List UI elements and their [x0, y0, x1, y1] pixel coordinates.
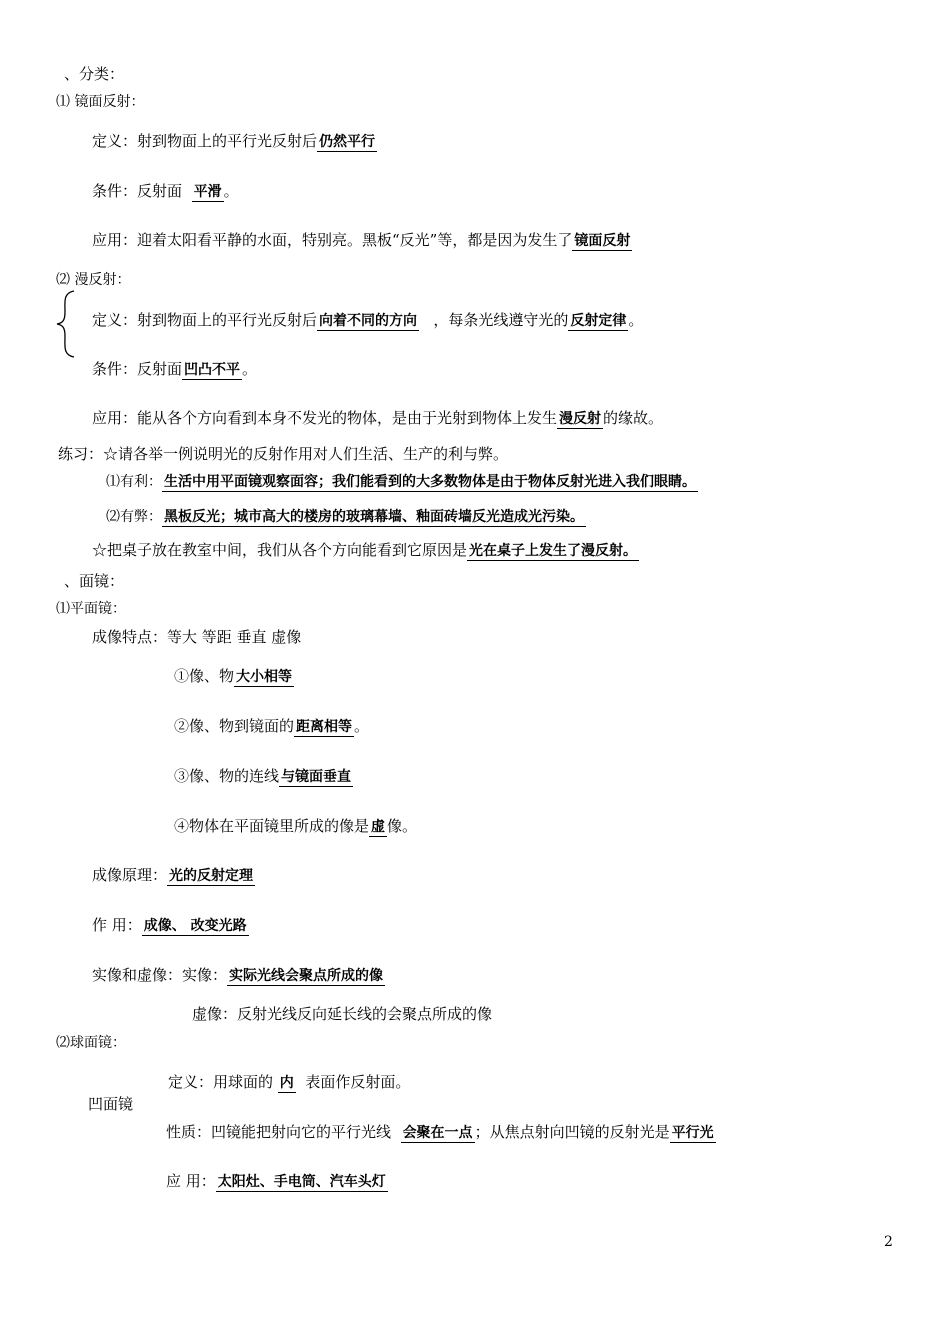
- plane-mirror-use: [92, 915, 249, 936]
- diffuse-condition-end: 。: [242, 360, 258, 378]
- practice-advantage-label: ⑴有利：: [106, 474, 162, 490]
- feature-1: [174, 666, 294, 687]
- concave-definition-end: 表面作反射面。: [305, 1073, 411, 1091]
- diffuse-application-answer: 漫反射: [559, 411, 602, 427]
- real-image-label: 实像和虚像：实像：: [92, 966, 228, 984]
- page-number: 2: [884, 1234, 893, 1250]
- plane-mirror-use-label: 作 用：: [92, 916, 142, 934]
- feature-4: [174, 816, 417, 837]
- plane-mirror-title: ⑴平面镜：: [56, 601, 126, 617]
- practice-question-2: [92, 540, 639, 561]
- specular-application-label: 应用：迎着太阳看平静的水面，特别亮。黑板“反光”等，都是因为发生了: [92, 231, 573, 249]
- specular-application: [92, 230, 632, 251]
- concave-application: [166, 1171, 388, 1192]
- specular-application-answer: 镜面反射: [574, 233, 631, 249]
- practice-question-2-answer: 光在桌子上发生了漫反射。: [469, 543, 638, 559]
- diffuse-reflection-title: ⑵ 漫反射：: [56, 272, 131, 288]
- feature-1-answer: 大小相等: [236, 669, 293, 685]
- diffuse-condition-label: 条件：反射面: [92, 360, 183, 378]
- diffuse-definition-answer-1: 向着不同的方向: [319, 313, 418, 329]
- diffuse-definition: [92, 310, 643, 331]
- practice-disadvantage: [106, 507, 586, 527]
- feature-3-answer: 与镜面垂直: [281, 769, 352, 785]
- feature-4-end: 像。: [387, 817, 418, 835]
- feature-2-end: 。: [354, 717, 370, 735]
- concave-definition-label: 定义：用球面的: [168, 1073, 274, 1091]
- diffuse-application: [92, 408, 663, 429]
- concave-property-answer-1: 会聚在一点: [402, 1125, 473, 1141]
- specular-reflection-title: ⑴ 镜面反射：: [56, 94, 145, 110]
- diffuse-definition-label: 定义：射到物面上的平行光反射后: [92, 311, 318, 329]
- section-heading-mirrors: 、面镜：: [64, 572, 125, 590]
- concave-property-middle: ；从焦点射向凹镜的反射光是: [474, 1123, 670, 1141]
- feature-1-label: ①像、物: [174, 667, 235, 685]
- feature-4-label: ④物体在平面镜里所成的像是: [174, 817, 370, 835]
- feature-2-label: ②像、物到镜面的: [174, 717, 295, 735]
- practice-disadvantage-answer: 黑板反光；城市高大的楼房的玻璃幕墙、釉面砖墙反光造成光污染。: [164, 509, 584, 525]
- practice-question: 练习：☆请各举一例说明光的反射作用对人们生活、生产的利与弊。: [58, 445, 509, 463]
- image-features: 成像特点：等大 等距 垂直 虚像: [92, 628, 302, 646]
- concave-definition: [168, 1072, 410, 1093]
- feature-3-label: ③像、物的连线: [174, 767, 280, 785]
- practice-advantage: [106, 472, 698, 492]
- imaging-principle-label: 成像原理：: [92, 866, 168, 884]
- real-image-answer: 实际光线会聚点所成的像: [229, 968, 384, 984]
- concave-application-label: 应 用：: [166, 1172, 216, 1190]
- specular-condition: [92, 181, 239, 202]
- practice-disadvantage-label: ⑵有弊：: [106, 509, 162, 525]
- feature-4-answer: 虚: [371, 819, 386, 835]
- diffuse-definition-end: 。: [628, 311, 644, 329]
- diffuse-application-label: 应用：能从各个方向看到本身不发光的物体，是由于光射到物体上发生: [92, 409, 558, 427]
- concave-mirror-label: 凹面镜: [88, 1095, 134, 1113]
- specular-definition-answer: 仍然平行: [319, 134, 376, 150]
- diffuse-condition-answer: 凹凸不平: [184, 362, 241, 378]
- concave-definition-answer: 内: [279, 1075, 294, 1091]
- imaging-principle: [92, 865, 255, 886]
- concave-property-answer-2: 平行光: [671, 1125, 714, 1141]
- specular-condition-answer: 平滑: [193, 184, 222, 200]
- concave-property-label: 性质：凹镜能把射向它的平行光线: [166, 1123, 392, 1141]
- curly-brace-icon: [54, 290, 78, 358]
- virtual-image: 虚像：反射光线反向延长线的会聚点所成的像: [192, 1005, 493, 1023]
- diffuse-application-end: 的缘故。: [603, 409, 664, 427]
- plane-mirror-use-answer: 成像、 改变光路: [143, 918, 247, 934]
- concave-application-answer: 太阳灶、手电筒、汽车头灯: [217, 1174, 386, 1190]
- diffuse-definition-middle: ，每条光线遵守光的: [433, 311, 569, 329]
- specular-condition-label: 条件：反射面: [92, 182, 183, 200]
- practice-advantage-answer: 生活中用平面镜观察面容；我们能看到的大多数物体是由于物体反射光进入我们眼睛。: [164, 474, 696, 490]
- section-heading-classification: 、分类：: [64, 65, 125, 83]
- feature-2-answer: 距离相等: [296, 719, 353, 735]
- practice-question-2-label: ☆把桌子放在教室中间，我们从各个方向能看到它原因是: [92, 541, 468, 559]
- real-image: [92, 965, 385, 986]
- feature-3: [174, 766, 353, 787]
- diffuse-definition-answer-2: 反射定律: [570, 313, 627, 329]
- imaging-principle-answer: 光的反射定理: [169, 868, 254, 884]
- specular-definition: [92, 131, 377, 152]
- specular-condition-end: 。: [223, 182, 239, 200]
- concave-property: [166, 1122, 716, 1143]
- specular-definition-label: 定义：射到物面上的平行光反射后: [92, 132, 318, 150]
- spherical-mirror-title: ⑵球面镜：: [56, 1035, 126, 1051]
- feature-2: [174, 716, 369, 737]
- diffuse-condition: [92, 359, 257, 380]
